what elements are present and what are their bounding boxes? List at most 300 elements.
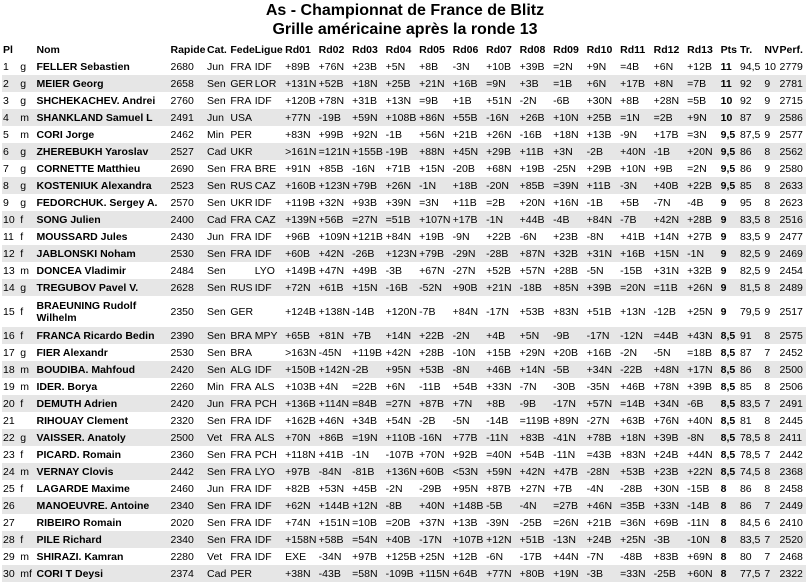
round-result: +39B <box>586 279 620 296</box>
column-header: Fede <box>230 43 255 56</box>
round-result: +76N <box>318 58 352 75</box>
table-row <box>2 296 806 327</box>
performance-cell: 2454 <box>779 262 806 279</box>
points-cell: 9 <box>720 262 739 279</box>
league-cell: PCH <box>254 446 284 463</box>
round-result: +72N <box>284 279 318 296</box>
round-result: >161N <box>284 143 318 160</box>
league-cell: CAZ <box>254 177 284 194</box>
round-result: +78N <box>318 92 352 109</box>
league-cell <box>254 565 284 582</box>
round-result: +55B <box>452 109 486 126</box>
rating-cell: 2430 <box>169 228 206 245</box>
tiebreak-cell: 92 <box>739 92 763 109</box>
round-result: -14B <box>686 497 720 514</box>
performance-cell: 2468 <box>779 548 806 565</box>
round-result: -2B <box>351 361 385 378</box>
rating-cell: 2260 <box>169 378 206 395</box>
player-name: RIHOUAY Clement <box>35 412 169 429</box>
round-result: +23B <box>552 228 586 245</box>
round-result: +83N <box>284 126 318 143</box>
round-result: +42N <box>318 245 352 262</box>
place-cell: 30 <box>2 565 19 582</box>
round-result: =40N <box>485 446 519 463</box>
category-cell: Sen <box>206 245 229 262</box>
federation-cell: GER <box>229 296 253 327</box>
round-result: -3N <box>452 58 486 75</box>
points-cell: 9,5 <box>720 126 739 143</box>
round-result: +138N <box>318 296 352 327</box>
round-result: +4B <box>485 327 519 344</box>
table-row <box>2 395 806 412</box>
federation-cell: FRA <box>229 58 253 75</box>
nv-cell: 7 <box>763 446 778 463</box>
round-result: +45B <box>351 480 385 497</box>
round-result: -1B <box>653 143 687 160</box>
performance-cell: 2445 <box>779 412 806 429</box>
round-result: +23B <box>653 463 687 480</box>
round-result: +1B <box>452 92 486 109</box>
category-cell: Sen <box>206 194 229 211</box>
column-header: Cat. <box>207 43 227 56</box>
title-cell: m <box>19 548 35 565</box>
round-result: +124B <box>284 296 318 327</box>
round-result: +10N <box>552 109 586 126</box>
nv-cell: 9 <box>763 245 778 262</box>
nv-cell: 8 <box>763 211 778 228</box>
nv-cell: 9 <box>763 262 778 279</box>
round-result: -16N <box>485 109 519 126</box>
table-row <box>2 245 806 262</box>
round-result: +34N <box>586 361 620 378</box>
round-result: -2N <box>519 92 553 109</box>
nv-cell: 9 <box>763 160 778 177</box>
rating-cell: 2680 <box>169 58 206 75</box>
league-cell: IDF <box>254 361 284 378</box>
round-result: -19B <box>318 109 352 126</box>
points-cell: 10 <box>720 92 739 109</box>
round-result: -7N <box>653 194 687 211</box>
round-result: -8B <box>385 497 419 514</box>
round-result: +24B <box>586 531 620 548</box>
title-cell: m <box>19 262 35 279</box>
table-row <box>2 327 806 344</box>
round-result: +76N <box>653 412 687 429</box>
column-header: Rd11 <box>620 43 646 56</box>
round-result: =51B <box>385 211 419 228</box>
round-result: +70N <box>418 446 452 463</box>
title-cell: f <box>19 296 35 327</box>
round-result: +44B <box>519 211 553 228</box>
round-result: +150B <box>284 361 318 378</box>
round-result: +16B <box>452 75 486 92</box>
league-cell: MPY <box>254 327 284 344</box>
player-name: MANOEUVRE. Antoine <box>35 497 169 514</box>
round-result: -5N <box>586 262 620 279</box>
league-cell <box>254 296 284 327</box>
points-cell: 9,5 <box>720 143 739 160</box>
tiebreak-cell: 85 <box>739 177 763 194</box>
title-cell: g <box>19 177 35 194</box>
table-row <box>2 279 806 296</box>
round-result: -4B <box>686 194 720 211</box>
table-row <box>2 514 806 531</box>
round-result: +49B <box>351 262 385 279</box>
round-result: +119B <box>351 344 385 361</box>
round-result: +30N <box>586 92 620 109</box>
round-result: +5N <box>519 327 553 344</box>
column-header <box>19 41 35 58</box>
round-result: +39B <box>519 58 553 75</box>
round-result: +39B <box>653 429 687 446</box>
performance-cell: 2562 <box>779 143 806 160</box>
round-result: -30B <box>552 378 586 395</box>
category-cell: Sen <box>206 497 229 514</box>
performance-cell: 2449 <box>779 497 806 514</box>
round-result: +59N <box>485 463 519 480</box>
tiebreak-cell: 82,5 <box>739 245 763 262</box>
round-result: -9N <box>452 228 486 245</box>
round-result: +110B <box>385 429 419 446</box>
table-row <box>2 143 806 160</box>
round-result: +83B <box>519 429 553 446</box>
round-result: +125B <box>385 548 419 565</box>
round-result: +67N <box>418 262 452 279</box>
league-cell: IDF <box>254 480 284 497</box>
round-result: +26N <box>385 177 419 194</box>
player-name: SHIRAZI. Kamran <box>35 548 169 565</box>
tiebreak-cell: 84,5 <box>739 514 763 531</box>
round-result: +15B <box>485 344 519 361</box>
column-header: Pts <box>720 43 738 56</box>
federation-cell: FRA <box>229 395 253 412</box>
round-result: +85B <box>318 160 352 177</box>
league-cell: LOR <box>254 75 284 92</box>
round-result: +5N <box>385 58 419 75</box>
title-cell: g <box>19 194 35 211</box>
table-row <box>2 463 806 480</box>
round-result: +60N <box>686 565 720 582</box>
round-result: -28N <box>586 463 620 480</box>
round-result: +114N <box>318 395 352 412</box>
table-row <box>2 262 806 279</box>
player-name: BOUDIBA. Mahfoud <box>35 361 169 378</box>
round-result: =58N <box>351 565 385 582</box>
player-name: FIER Alexandr <box>35 344 169 361</box>
round-result: -2N <box>452 327 486 344</box>
nv-cell: 9 <box>763 109 778 126</box>
federation-cell: ALG <box>229 361 253 378</box>
points-cell: 8,5 <box>720 446 739 463</box>
rating-cell: 2523 <box>169 177 206 194</box>
rating-cell: 2280 <box>169 548 206 565</box>
title-cell: g <box>19 279 35 296</box>
title-cell: f <box>19 446 35 463</box>
tiebreak-cell: 95 <box>739 194 763 211</box>
round-result: +84N <box>385 228 419 245</box>
round-result: +15N <box>351 279 385 296</box>
round-result: +17B <box>619 75 653 92</box>
league-cell: LYO <box>254 262 284 279</box>
round-result: +32B <box>686 262 720 279</box>
place-cell: 6 <box>2 143 19 160</box>
tiebreak-cell: 83,5 <box>739 395 763 412</box>
round-result: +6N <box>385 378 419 395</box>
round-result: +144B <box>318 497 352 514</box>
round-result: +79B <box>418 245 452 262</box>
round-result: +46B <box>619 378 653 395</box>
player-name: CORI Jorge <box>35 126 169 143</box>
place-cell: 4 <box>2 109 19 126</box>
league-cell: IDF <box>254 92 284 109</box>
round-result: +13B <box>586 126 620 143</box>
column-header: Pl <box>3 43 13 56</box>
tiebreak-cell: 92 <box>739 75 763 92</box>
tiebreak-cell: 86 <box>739 143 763 160</box>
points-cell: 8,5 <box>720 344 739 361</box>
round-result: =44B <box>653 327 687 344</box>
title-cell: f <box>19 531 35 548</box>
round-result: -4B <box>552 211 586 228</box>
round-result: +48N <box>653 361 687 378</box>
nv-cell: 9 <box>763 296 778 327</box>
player-name: VAISSER. Anatoly <box>35 429 169 446</box>
nv-cell: 10 <box>763 58 778 75</box>
standings-table <box>2 41 806 582</box>
round-result: +89N <box>552 412 586 429</box>
performance-cell: 2322 <box>779 565 806 582</box>
round-result: -41N <box>552 429 586 446</box>
round-result: -9N <box>619 126 653 143</box>
round-result: =2B <box>485 194 519 211</box>
title-cell: g <box>19 344 35 361</box>
round-result: =35B <box>619 497 653 514</box>
league-cell: IDF <box>254 514 284 531</box>
player-name: FEDORCHUK. Sergey A. <box>35 194 169 211</box>
category-cell: Cad <box>206 211 229 228</box>
points-cell: 9 <box>720 279 739 296</box>
round-result: +32N <box>318 194 352 211</box>
title-cell: m <box>19 378 35 395</box>
round-result: +11B <box>586 177 620 194</box>
round-result: -8N <box>686 429 720 446</box>
federation-cell: FRA <box>229 429 253 446</box>
round-result: +16N <box>552 194 586 211</box>
federation-cell: FRA <box>229 211 253 228</box>
federation-cell: FRA <box>229 92 253 109</box>
performance-cell: 2580 <box>779 160 806 177</box>
round-result: =27N <box>351 211 385 228</box>
title-cell: m <box>19 126 35 143</box>
round-result: =33N <box>619 565 653 582</box>
player-name: FRANCA Ricardo Bedin <box>35 327 169 344</box>
round-result: +90B <box>452 279 486 296</box>
performance-cell: 2411 <box>779 429 806 446</box>
performance-cell: 2506 <box>779 378 806 395</box>
round-result: +27B <box>686 228 720 245</box>
round-result: +29N <box>519 344 553 361</box>
round-result: +54B <box>452 378 486 395</box>
round-result: +103B <box>284 378 318 395</box>
round-result: +57N <box>586 395 620 412</box>
round-result: -17N <box>586 327 620 344</box>
round-result: +28B <box>686 211 720 228</box>
round-result: -34N <box>318 548 352 565</box>
points-cell: 10 <box>720 109 739 126</box>
round-result: -2N <box>385 480 419 497</box>
round-result: =20B <box>385 514 419 531</box>
round-result: +87B <box>485 480 519 497</box>
round-result: +139N <box>284 211 318 228</box>
table-row <box>2 228 806 245</box>
category-cell: Sen <box>206 412 229 429</box>
league-cell: IDF <box>254 548 284 565</box>
round-result: +42N <box>385 344 419 361</box>
round-result: =84B <box>351 395 385 412</box>
round-result: -3B <box>586 565 620 582</box>
round-result: -1N <box>686 245 720 262</box>
nv-cell: 6 <box>763 514 778 531</box>
player-name: ZHEREBUKH Yaroslav <box>35 143 169 160</box>
league-cell <box>254 143 284 160</box>
round-result: -25N <box>552 160 586 177</box>
category-cell: Sen <box>206 160 229 177</box>
round-result: =11B <box>653 279 687 296</box>
place-cell: 23 <box>2 446 19 463</box>
round-result: +17B <box>653 126 687 143</box>
round-result: +11B <box>452 194 486 211</box>
round-result: -107B <box>385 446 419 463</box>
round-result: +31N <box>653 262 687 279</box>
round-result: +123N <box>318 177 352 194</box>
title-cell: m <box>19 463 35 480</box>
rating-cell: 2374 <box>169 565 206 582</box>
round-result: -19B <box>385 143 419 160</box>
points-cell: 9 <box>720 228 739 245</box>
round-result: +38N <box>284 565 318 582</box>
column-header: Rd04 <box>385 43 412 56</box>
league-cell: IDF <box>254 412 284 429</box>
round-result: +7N <box>452 395 486 412</box>
player-name: DEMUTH Adrien <box>35 395 169 412</box>
round-result: +158N <box>284 531 318 548</box>
round-result: +54N <box>385 412 419 429</box>
round-result: +15N <box>418 160 452 177</box>
round-result: +97B <box>351 548 385 565</box>
federation-cell: FRA <box>229 480 253 497</box>
place-cell: 8 <box>2 177 19 194</box>
place-cell: 21 <box>2 412 19 429</box>
round-result: +45N <box>452 143 486 160</box>
league-cell <box>254 109 284 126</box>
nv-cell: 8 <box>763 429 778 446</box>
round-result: +18N <box>351 75 385 92</box>
column-header: Rd03 <box>352 43 378 56</box>
round-result: =36N <box>619 514 653 531</box>
league-cell <box>254 344 284 361</box>
category-cell: Min <box>206 378 229 395</box>
round-result: =5B <box>686 92 720 109</box>
round-result: +107N <box>418 211 452 228</box>
performance-cell: 2500 <box>779 361 806 378</box>
round-result: =9B <box>418 92 452 109</box>
federation-cell: FRA <box>229 514 253 531</box>
table-row <box>2 109 806 126</box>
round-result: +53B <box>519 296 553 327</box>
round-result: =26N <box>552 514 586 531</box>
place-cell: 24 <box>2 463 19 480</box>
column-header: Rd06 <box>452 43 479 56</box>
round-result: =2N <box>552 58 586 75</box>
round-result: +23B <box>351 58 385 75</box>
player-name: CORNETTE Matthieu <box>35 160 169 177</box>
rating-cell: 2420 <box>169 361 206 378</box>
round-result: +12N <box>485 531 519 548</box>
round-result: -7B <box>619 211 653 228</box>
points-cell: 9 <box>720 245 739 262</box>
round-result: +96B <box>284 228 318 245</box>
round-result: +108B <box>385 109 419 126</box>
place-cell: 18 <box>2 361 19 378</box>
performance-cell: 2633 <box>779 177 806 194</box>
federation-cell: RUS <box>229 279 253 296</box>
round-result: -5N <box>452 412 486 429</box>
points-cell: 8,5 <box>720 429 739 446</box>
round-result: +3N <box>552 143 586 160</box>
title-cell <box>19 497 35 514</box>
federation-cell <box>229 262 253 279</box>
table-row <box>2 412 806 429</box>
round-result: +47N <box>318 262 352 279</box>
round-result: +25N <box>619 531 653 548</box>
rating-cell: 2320 <box>169 412 206 429</box>
points-cell: 8 <box>720 531 739 548</box>
round-result: -9B <box>552 327 586 344</box>
round-result: +46N <box>586 497 620 514</box>
round-result: +120B <box>284 92 318 109</box>
place-cell: 16 <box>2 327 19 344</box>
place-cell: 1 <box>2 58 19 75</box>
round-result: -2N <box>619 344 653 361</box>
table-row <box>2 548 806 565</box>
federation-cell: FRA <box>229 446 253 463</box>
category-cell: Sen <box>206 327 229 344</box>
round-result: +92B <box>452 446 486 463</box>
table-row <box>2 344 806 361</box>
round-result: +58B <box>318 531 352 548</box>
round-result: =27N <box>385 395 419 412</box>
round-result: +120N <box>385 296 419 327</box>
rating-cell: 2420 <box>169 395 206 412</box>
round-result: +81N <box>318 327 352 344</box>
round-result: -17N <box>552 395 586 412</box>
player-name: PILE Richard <box>35 531 169 548</box>
league-cell: ALS <box>254 378 284 395</box>
league-cell: IDF <box>254 531 284 548</box>
rating-cell: 2530 <box>169 344 206 361</box>
round-result: +82B <box>284 480 318 497</box>
nv-cell: 7 <box>763 531 778 548</box>
column-header: Rd07 <box>486 43 512 56</box>
round-result: +10B <box>485 58 519 75</box>
federation-cell: BRA <box>229 344 253 361</box>
round-result: +22B <box>686 177 720 194</box>
round-result: +8N <box>653 75 687 92</box>
round-result: +56N <box>418 126 452 143</box>
round-result: +14N <box>519 361 553 378</box>
round-result: +68N <box>485 160 519 177</box>
place-cell: 28 <box>2 531 19 548</box>
